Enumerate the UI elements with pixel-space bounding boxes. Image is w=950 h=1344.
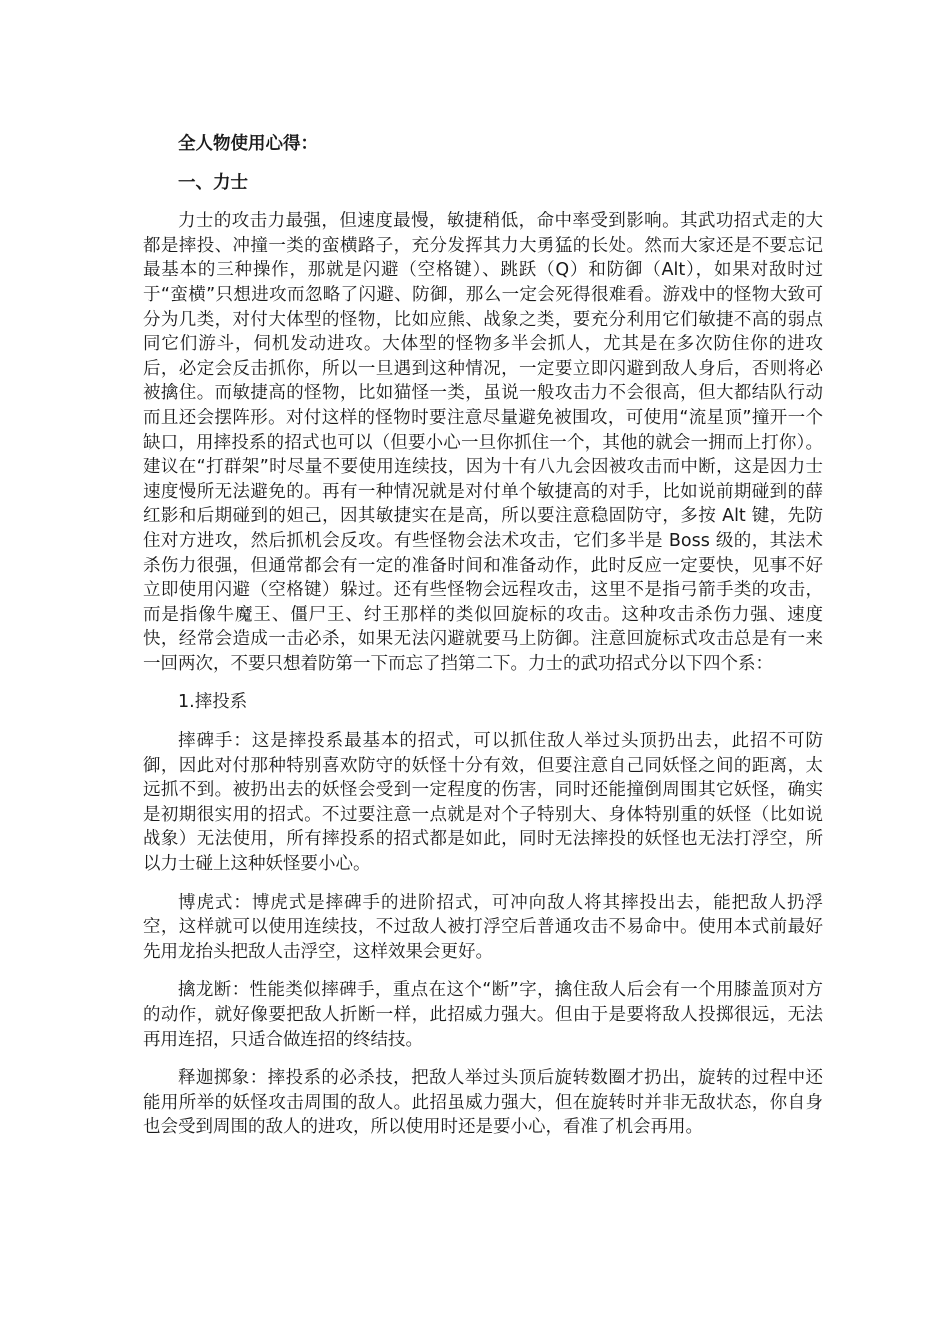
subsection-heading: 1.摔投系 xyxy=(178,692,248,713)
move-paragraph-3: 擒龙断：性能类似摔碑手，重点在这个“断”字，擒住敌人后会有一个用膝盖顶对方的动作，就好像要把敌人折断一样，此招威力强大。但由于是要将敌人投掷很远，无法再用连招，只适合做连招的终结技。 xyxy=(143,980,823,1050)
intro-paragraph: 力士的攻击力最强，但速度最慢，敏捷稍低，命中率受到影响。其武功招式走的大都是摔投、冲撞一类的蛮横路子，充分发挥其力大勇猛的长处。然而大家还是不要忘记最基本的三种操作，那就是闪避（空格键）、跳跃（Q）和防御（Alt），如果对敌时过于“蛮横”只想进攻而忽略了闪避、防御，那么一定会死得很难看。游戏中的怪物大致可分为几类，对付大体型的怪物，比如应熊、战象之类，要充分利用它们敏捷不高的弱点同它们游斗，伺机发动进攻。大体型的怪物多半会抓人，尤其是在多次防住你的进攻后，必定会反击抓你，所以一旦遇到这种情况，一定要立即闪避到敌人身后，否则将必被擒住。而敏捷高的怪物，比如猫怪一类，虽说一般攻击力不会很高，但大都结队行动而且还会摆阵形。对付这样的怪物时要注意尽量避免被围攻，可使用“流星顶”撞开一个缺口，用摔投系的招式也可以（但要小心一旦你抓住一个，其他的就会一拥而上打你）。建议在“打群架”时尽量不要使用连续技，因为十有八九会因被攻击而中断，这是因力士速度慢所无法避免的。再有一种情况就是对付单个敏捷高的对手，比如说前期碰到的薛红影和后期碰到的妲己，因其敏捷实在是高，所以要注意稳固防守，多按 Alt 键，先防住对方进攻，然后抓机会反攻。有些怪物会法术攻击，它们多半是 Boss 级的，其法术杀伤力很强，但通常都会有一定的准备时间和准备动作，此时反应一定要快，见事不好立即使用闪避（空格键）躲过。还有些怪物会远程攻击，这里不是指弓箭手类的攻击，而是指像牛魔王、僵尸王、纣王那样的类似回旋标的攻击。这种攻击杀伤力强、速度快，经常会造成一击必杀，如果无法闪避就要马上防御。注意回旋标式攻击总是有一来一回两次，不要只想着防第一下而忘了挡第二下。力士的武功招式分以下四个系： xyxy=(143,211,823,674)
move-paragraph-2: 博虎式：博虎式是摔碑手的进阶招式，可冲向敌人将其摔投出去，能把敌人扔浮空，这样就可以使用连续技，不过敌人被打浮空后普通攻击不易命中。使用本式前最好先用龙抬头把敌人击浮空，这样效果会更好。 xyxy=(143,892,823,962)
document-page xyxy=(143,132,823,1154)
move-paragraph-1: 摔碑手：这是摔投系最基本的招式，可以抓住敌人举过头顶扔出去，此招不可防御，因此对付那种特别喜欢防守的妖怪十分有效，但要注意自己同妖怪之间的距离，太远抓不到。被扔出去的妖怪会受到一定程度的伤害，同时还能撞倒周围其它妖怪，确实是初期很实用的招式。不过要注意一点就是对个子特别大、身体特别重的妖怪（比如说战象）无法使用，所有摔投系的招式都是如此，同时无法摔投的妖怪也无法打浮空，所以力士碰上这种妖怪要小心。 xyxy=(143,731,823,875)
move-paragraph-4: 释迦掷象：摔投系的必杀技，把敌人举过头顶后旋转数圈才扔出，旋转的过程中还能用所举的妖怪攻击周围的敌人。此招虽威力强大，但在旋转时并非无敌状态，你自身也会受到周围的敌人的进攻，所以使用时还是要小心，看准了机会再用。 xyxy=(143,1068,823,1138)
section-heading: 一、力士 xyxy=(178,172,248,193)
document-title: 全人物使用心得： xyxy=(178,134,318,154)
